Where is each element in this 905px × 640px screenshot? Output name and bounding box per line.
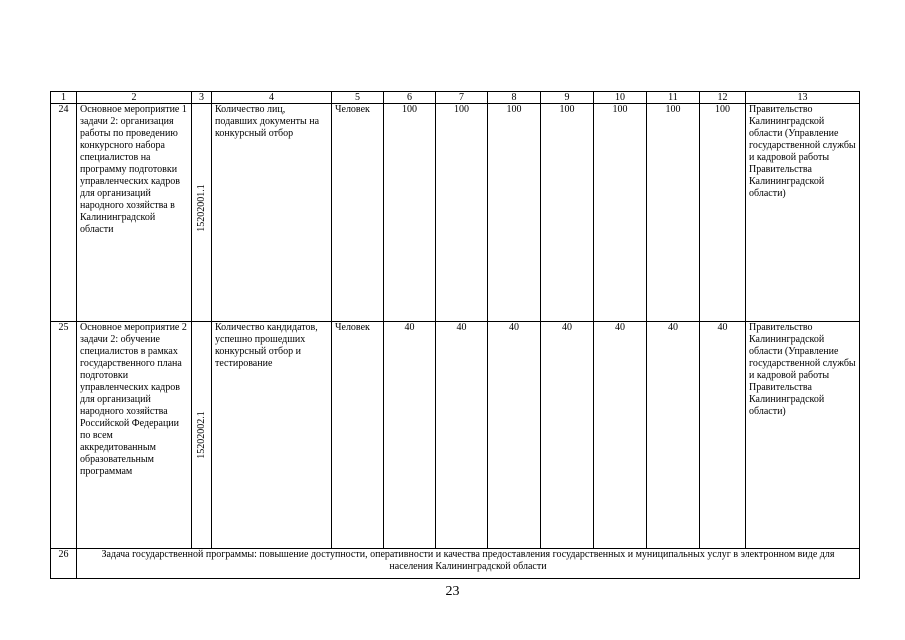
value-cell: 40 bbox=[647, 322, 700, 549]
event-cell: Основное мероприятие 2 задачи 2: обучение специалистов в рамках государственного плана подготовки управленческих кадров для организаций народного хозяйства Российской Федерации по всем аккредитованным образовательным программам bbox=[77, 322, 192, 549]
value-cell: 100 bbox=[384, 104, 436, 322]
event-cell: Основное мероприятие 1 задачи 2: организация работы по проведению конкурсного набора специалистов на программу подготовки управленческих кадров для организаций народного хозяйства в Калининградской области bbox=[77, 104, 192, 322]
header-cell: 9 bbox=[541, 92, 594, 104]
header-cell: 7 bbox=[436, 92, 488, 104]
header-cell: 12 bbox=[700, 92, 746, 104]
header-cell: 4 bbox=[212, 92, 332, 104]
header-cell: 8 bbox=[488, 92, 541, 104]
header-cell: 6 bbox=[384, 92, 436, 104]
value-cell: 100 bbox=[700, 104, 746, 322]
header-cell: 11 bbox=[647, 92, 700, 104]
header-cell: 1 bbox=[51, 92, 77, 104]
value-cell: 100 bbox=[541, 104, 594, 322]
value-cell: 100 bbox=[488, 104, 541, 322]
header-cell: 10 bbox=[594, 92, 647, 104]
row-number: 25 bbox=[51, 322, 77, 549]
value-cell: 40 bbox=[488, 322, 541, 549]
header-cell: 2 bbox=[77, 92, 192, 104]
value-cell: 40 bbox=[594, 322, 647, 549]
responsible-cell: Правительство Калининградской области (Управление государственной службы и кадровой работы Правительства Калининградской области) bbox=[746, 322, 860, 549]
task-description: Задача государственной программы: повышение доступности, оперативности и качества предоставления государственных и муниципальных услуг в электронном виде для населения Калининградской области bbox=[77, 549, 860, 579]
value-cell: 40 bbox=[700, 322, 746, 549]
value-cell: 40 bbox=[384, 322, 436, 549]
row-number: 24 bbox=[51, 104, 77, 322]
value-cell: 100 bbox=[436, 104, 488, 322]
header-cell: 5 bbox=[332, 92, 384, 104]
responsible-cell: Правительство Калининградской области (Управление государственной службы и кадровой работы Правительства Калининградской области) bbox=[746, 104, 860, 322]
value-cell: 100 bbox=[594, 104, 647, 322]
code-text: 15202002.1 bbox=[195, 411, 207, 459]
code-cell bbox=[192, 322, 212, 549]
value-cell: 40 bbox=[541, 322, 594, 549]
header-cell: 3 bbox=[192, 92, 212, 104]
table-row bbox=[51, 104, 860, 322]
unit-cell: Человек bbox=[332, 322, 384, 549]
page-number: 23 bbox=[445, 584, 460, 599]
indicators-table bbox=[50, 91, 860, 579]
code-cell bbox=[192, 104, 212, 322]
indicator-cell: Количество лиц, подавших документы на конкурсный отбор bbox=[212, 104, 332, 322]
task-row bbox=[51, 549, 860, 579]
column-number-row bbox=[51, 92, 860, 104]
unit-cell: Человек bbox=[332, 104, 384, 322]
row-number: 26 bbox=[51, 549, 77, 579]
value-cell: 40 bbox=[436, 322, 488, 549]
header-cell: 13 bbox=[746, 92, 860, 104]
code-text: 15202001.1 bbox=[195, 184, 207, 232]
value-cell: 100 bbox=[647, 104, 700, 322]
indicator-cell: Количество кандидатов, успешно прошедших конкурсный отбор и тестирование bbox=[212, 322, 332, 549]
table-row bbox=[51, 322, 860, 549]
